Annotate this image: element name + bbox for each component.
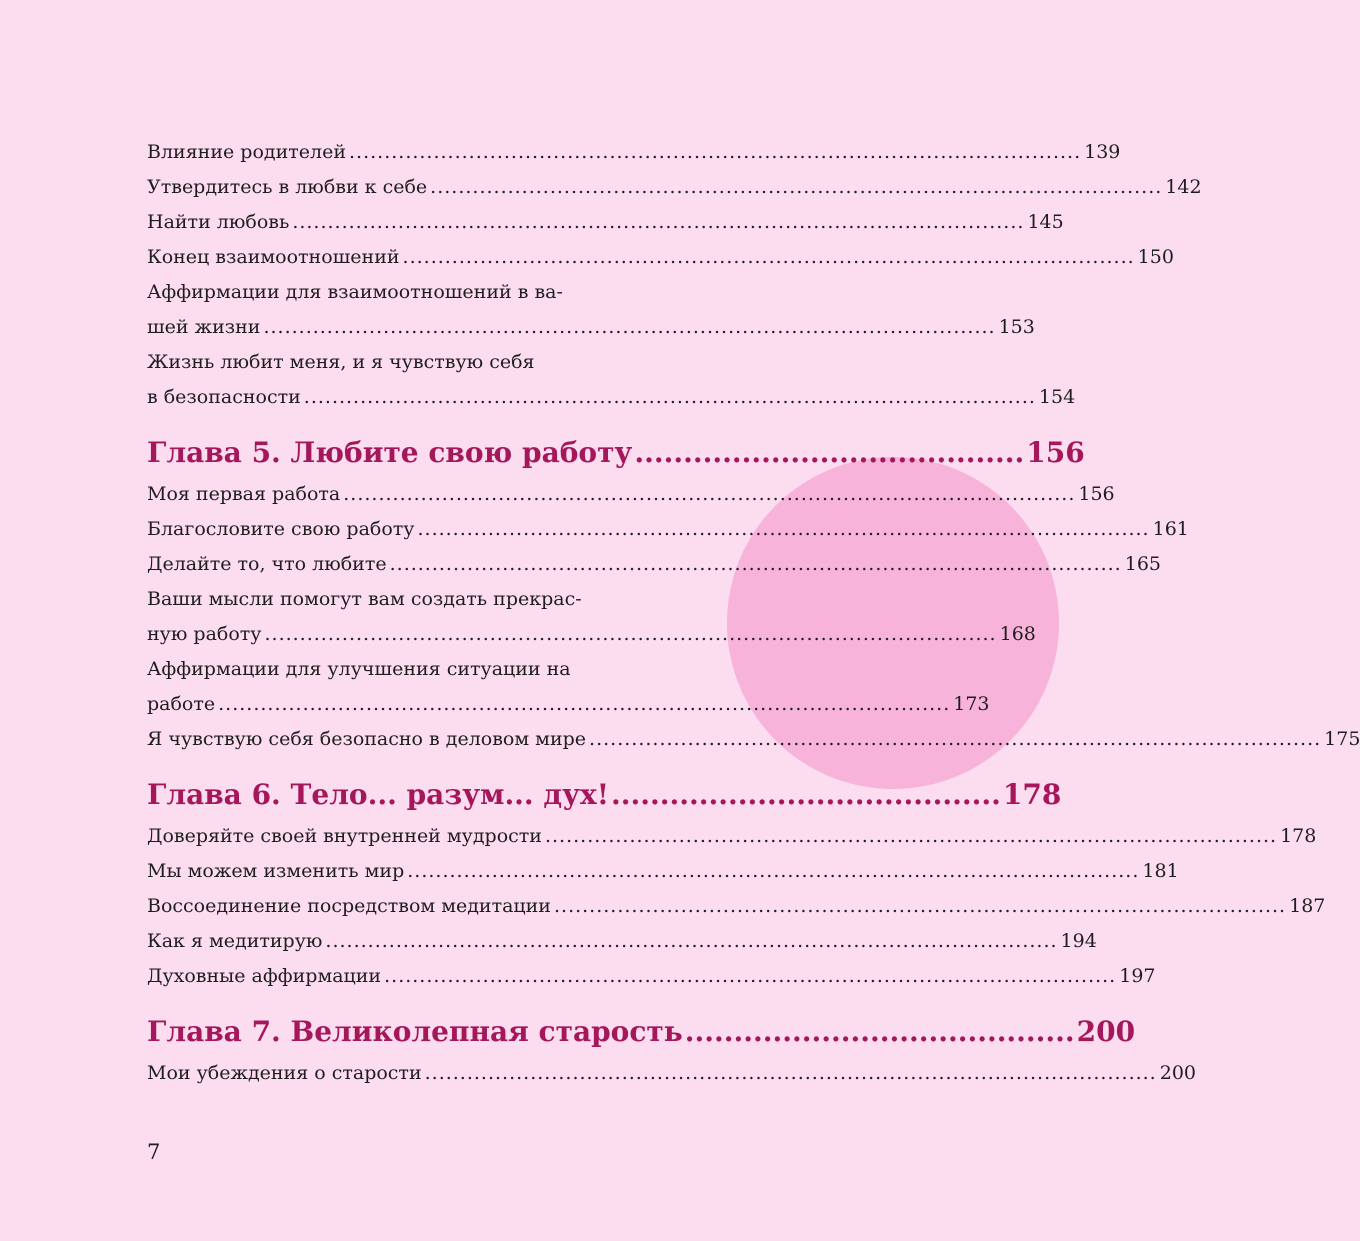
toc-entry[interactable]	[147, 924, 1097, 959]
toc-leader-dots: ........................................................................................................	[292, 211, 1025, 233]
toc-entry[interactable]	[147, 1056, 1196, 1091]
chapter-page: 178	[1002, 778, 1062, 811]
toc-entry-title: Воссоединение посредством медитации	[147, 895, 551, 917]
toc-entry-title: Я чувствую себя безопасно в деловом мире	[147, 728, 587, 750]
chapter-title: Глава 6. Тело... разум... дух!	[147, 778, 609, 811]
toc-entry[interactable]	[147, 722, 1360, 757]
toc-leader-dots: ........................................................................................................	[218, 693, 951, 715]
toc-leader-dots: ........................................................................................................	[325, 930, 1058, 952]
toc-leader-dots: ........................................................................................................	[343, 483, 1076, 505]
toc-entry-title: Найти любовь	[147, 211, 290, 233]
toc-leader-dots: ........................................	[611, 778, 1001, 811]
toc-entry-title: в безопасности	[147, 386, 301, 408]
toc-leader-dots: ........................................................................................................	[553, 895, 1287, 917]
toc-entry-title: Делайте то, что любите	[147, 553, 387, 575]
toc-entry-title: работе	[147, 693, 216, 715]
toc-entry-page: 200	[1159, 1062, 1196, 1084]
chapter-title: Глава 5. Любите свою работу	[147, 436, 633, 469]
toc-entry[interactable]	[147, 687, 990, 722]
toc-leader-dots: ........................................................................................................	[402, 246, 1135, 268]
toc-entry-page: 150	[1137, 246, 1174, 268]
toc-entry-page: 168	[999, 623, 1036, 645]
toc-entry-page: 145	[1027, 211, 1064, 233]
toc-entry-title: шей жизни	[147, 316, 261, 338]
toc-entry[interactable]	[147, 959, 1156, 994]
toc-entry-page: 194	[1060, 930, 1097, 952]
toc-leader-dots: ........................................	[634, 436, 1025, 469]
toc-entry-page: 173	[953, 693, 990, 715]
toc-entry-title-line1: Ваши мысли помогут вам создать прекрас-	[147, 588, 582, 610]
chapter-page: 156	[1026, 436, 1085, 469]
toc-entry-page: 181	[1142, 860, 1179, 882]
toc-entry-title: Конец взаимоотношений	[147, 246, 400, 268]
chapter-heading-5[interactable]	[147, 429, 1085, 477]
toc-leader-dots: ........................................................................................................	[349, 141, 1082, 163]
toc-entry-page: 142	[1165, 176, 1202, 198]
toc-entry-page: 161	[1152, 518, 1189, 540]
toc-leader-dots: ........................................................................................................	[264, 623, 997, 645]
toc-leader-dots: ........................................................................................................	[424, 1062, 1157, 1084]
toc-leader-dots: ........................................................................................................	[263, 316, 996, 338]
toc-entry[interactable]	[147, 889, 1326, 924]
toc-leader-dots: ........................................................................................................	[389, 553, 1122, 575]
toc-leader-dots: ........................................................................................................	[384, 965, 1117, 987]
toc-entry[interactable]	[147, 547, 1161, 582]
toc-entry[interactable]	[147, 819, 1317, 854]
toc-leader-dots: ........................................................................................................	[430, 176, 1163, 198]
table-of-contents	[147, 135, 1360, 1091]
toc-entry-page: 165	[1124, 553, 1161, 575]
toc-leader-dots: ........................................	[684, 1015, 1075, 1048]
toc-entry[interactable]	[147, 310, 1035, 345]
toc-entry-title: ную работу	[147, 623, 262, 645]
toc-entry[interactable]	[147, 170, 1202, 205]
toc-entry-page: 154	[1038, 386, 1076, 408]
toc-entry-page: 156	[1078, 483, 1115, 505]
toc-leader-dots: ........................................................................................................	[303, 386, 1036, 408]
toc-entry[interactable]	[147, 477, 1115, 512]
toc-entry[interactable]	[147, 135, 1121, 170]
page-number: 7	[147, 1140, 161, 1164]
toc-entry-page: 139	[1084, 141, 1121, 163]
toc-entry-title: Влияние родителей	[147, 141, 346, 163]
chapter-page: 200	[1076, 1015, 1136, 1048]
toc-leader-dots: ........................................................................................................	[589, 728, 1322, 750]
toc-entry[interactable]	[147, 617, 1036, 652]
toc-entry-title: Доверяйте своей внутренней мудрости	[147, 825, 542, 847]
toc-leader-dots: ........................................................................................................	[417, 518, 1150, 540]
toc-entry-page: 175	[1324, 728, 1360, 750]
toc-entry-title: Утвердитесь в любви к себе	[147, 176, 428, 198]
toc-entry-title-line1: Аффирмации для улучшения ситуации на	[147, 658, 571, 680]
toc-entry-page: 197	[1119, 965, 1156, 987]
toc-entry-title: Духовные аффирмации	[147, 965, 382, 987]
toc-entry-page: 178	[1280, 825, 1317, 847]
toc-entry-title: Мы можем изменить мир	[147, 860, 405, 882]
toc-entry-title-line1: Жизнь любит меня, и я чувствую себя	[147, 351, 535, 373]
toc-entry[interactable]	[147, 240, 1174, 275]
toc-entry[interactable]	[147, 854, 1179, 889]
toc-entry-page: 187	[1289, 895, 1326, 917]
toc-entry-title: Благословите свою работу	[147, 518, 415, 540]
toc-entry[interactable]	[147, 205, 1064, 240]
chapter-heading-7[interactable]	[147, 1008, 1136, 1056]
toc-entry-page: 153	[998, 316, 1035, 338]
toc-leader-dots: ........................................................................................................	[544, 825, 1278, 847]
toc-entry[interactable]	[147, 512, 1189, 547]
toc-entry-title: Как я медитирую	[147, 930, 323, 952]
toc-entry-title: Моя первая работа	[147, 483, 341, 505]
chapter-heading-6[interactable]	[147, 771, 1062, 819]
toc-leader-dots: ........................................................................................................	[407, 860, 1140, 882]
toc-entry-title: Мои убеждения о старости	[147, 1062, 422, 1084]
toc-entry[interactable]	[147, 380, 1076, 415]
toc-entry-title-line1: Аффирмации для взаимоотношений в ва-	[147, 281, 563, 303]
chapter-title: Глава 7. Великолепная старость	[147, 1015, 683, 1048]
